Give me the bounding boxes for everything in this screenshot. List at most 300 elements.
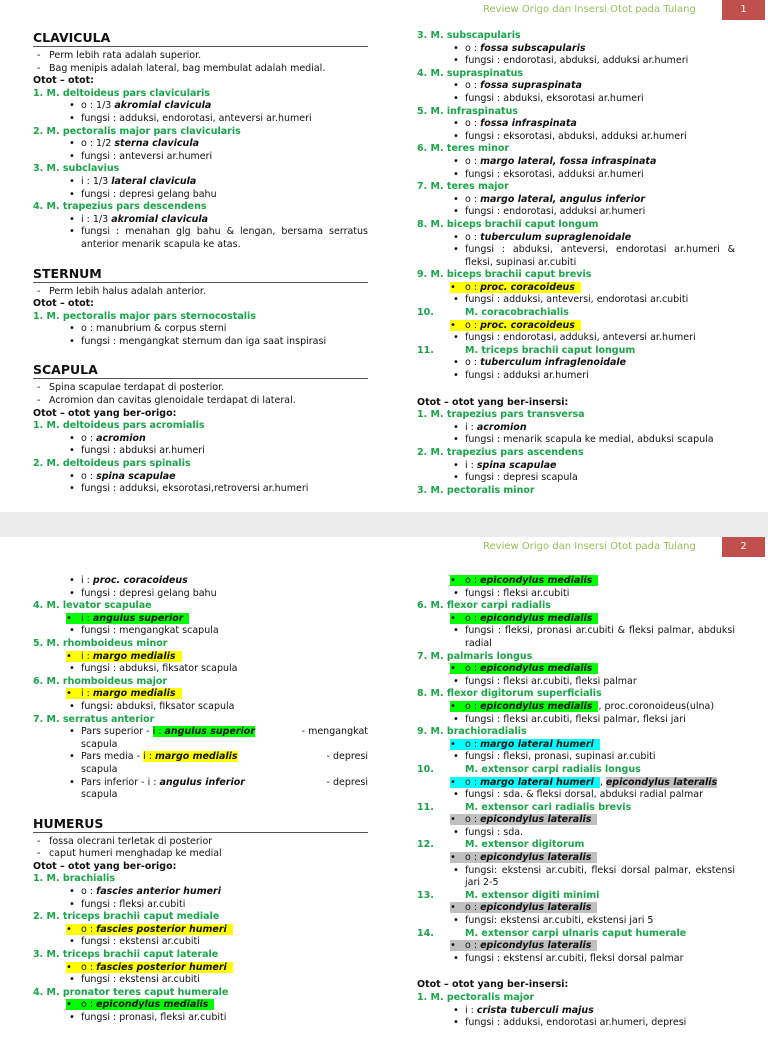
subheading: Otot – otot yang ber-insersi: [417, 396, 569, 408]
item-text: fungsi : ekstensi ar.cubiti [81, 974, 200, 986]
list-item [33, 483, 368, 496]
item-text: fungsi : eksorotasi, adduksi ar.humeri [465, 168, 644, 180]
list-item [33, 214, 368, 227]
part-function: - depresi [326, 776, 368, 788]
muscle-name: 7. M. teres major [417, 181, 509, 193]
list-item [417, 663, 735, 676]
dash-item: - Bag menipis adalah lateral, bag membulat adalah medial. [33, 63, 368, 76]
attachment-prefix: o : [465, 575, 481, 586]
attachment-site: proc. coracoideus [480, 319, 575, 331]
list-item [417, 320, 735, 333]
muscle-name: 2. M. pectoralis major pars clavicularis [33, 125, 241, 137]
muscle-name: 9. M. brachioradialis [417, 726, 527, 738]
item-text: fungsi : adduksi, endorotasi, anteversi ar.humeri [81, 112, 312, 124]
spacer [33, 348, 368, 362]
list-item [33, 1012, 368, 1025]
attachment-prefix: o : [81, 470, 97, 482]
list-item [417, 232, 735, 245]
muscle-name: 8. M. biceps brachii caput longum [417, 218, 599, 230]
attachment-site: epicondylus medialis [480, 575, 593, 586]
attachment-text [81, 138, 199, 149]
left-column [33, 30, 368, 496]
item-text: fungsi : sda. & fleksi dorsal, abduksi radial palmar [465, 789, 704, 801]
muscle-name: 9. M. biceps brachii caput brevis [417, 269, 592, 281]
muscle-name: 7. M. serratus anterior [33, 713, 155, 725]
muscle-name: 4. M. trapezius pars descendens [33, 201, 207, 213]
muscle-name: 6. M. flexor carpi radialis [417, 600, 551, 612]
item-text: fungsi : anteversi ar.humeri [81, 150, 213, 162]
muscle-name: 1. M. deltoideus pars clavicularis [33, 87, 210, 99]
function-item: • fungsi: ekstensi ar.cubiti, fleksi dorsal palmar, ekstensi jari 2-5 [417, 865, 735, 890]
list-item [417, 751, 735, 764]
muscle-name: 1. M. brachialis [33, 873, 116, 885]
attachment-text [450, 575, 598, 586]
attachment-extra: , [599, 776, 606, 788]
list-item [417, 1017, 735, 1030]
dash-item: - fossa olecrani terletak di posterior [33, 836, 368, 849]
attachment-text [66, 962, 233, 973]
part-continuation: scapula [81, 789, 118, 801]
list-item [417, 43, 735, 56]
list-item [417, 472, 735, 485]
list-item [33, 886, 368, 899]
list-item [417, 332, 735, 345]
serratus-part [33, 777, 368, 802]
attachment-text [465, 422, 527, 433]
attachment-prefix: o : [465, 902, 481, 914]
subheading: Otot – otot yang ber-origo: [33, 860, 177, 872]
attachment-site: fascies anterior humeri [96, 886, 221, 898]
attachment-site: epicondylus medialis [96, 999, 209, 1011]
list-item [33, 625, 368, 638]
attachment-site: akromial clavicula [114, 100, 212, 112]
function-item: • fungsi : abduksi, anteversi, endorotasi ar.humeri & fleksi, supinasi ar.cubiti [417, 244, 735, 269]
attachment-text [148, 777, 245, 788]
muscle-name: 6. M. teres minor [417, 143, 510, 155]
attachment-prefix: o : [81, 432, 97, 444]
list-item [417, 789, 735, 802]
attachment-prefix: o : [465, 700, 481, 712]
attachment-prefix: i : [152, 726, 165, 738]
attachment-site: margo lateral, angulus inferior [480, 193, 646, 205]
dash-item: - Acromion dan cavitas glenoidale terdapat di lateral. [33, 395, 368, 408]
attachment-site: margo medialis [92, 688, 176, 700]
list-item [417, 852, 735, 865]
item-text: fungsi : pronasi, fleksi ar.cubiti [81, 1012, 227, 1023]
muscle-name: 4. M. levator scapulae [33, 600, 152, 612]
list-item [33, 176, 368, 189]
attachment-prefix: o : [81, 961, 97, 973]
part-continuation: scapula [81, 738, 118, 750]
item-text: fungsi : adduksi, endorotasi ar.humeri, depresi [465, 1017, 687, 1029]
page-number: 2 [722, 537, 765, 557]
list-item [417, 814, 735, 827]
attachment-prefix: i : [81, 688, 93, 700]
muscle-title: M. triceps brachii caput longum [465, 344, 636, 356]
list-item [417, 370, 735, 383]
attachment-site: acromion [476, 421, 527, 433]
list-item [417, 953, 735, 966]
attachment-site: spina scapulae [476, 459, 557, 471]
muscle-number: 11. [417, 344, 434, 356]
muscle-name [417, 890, 735, 903]
attachment-text [450, 613, 598, 624]
attachment-text [153, 726, 255, 737]
muscle-name: 4. M. pronator teres caput humerale [33, 986, 229, 998]
muscle-name: 1. M. pectoralis major [417, 992, 535, 1003]
spacer [417, 383, 735, 397]
list-item [33, 336, 368, 349]
running-header: Review Origo dan Insersi Otot pada Tulang [483, 541, 696, 552]
item-text: fungsi : sda. [465, 826, 524, 838]
attachment-text [81, 886, 221, 897]
attachment-prefix: o : [465, 319, 481, 331]
subheading: Otot – otot yang ber-origo: [33, 407, 177, 419]
part-name: Pars inferior - [81, 776, 148, 788]
muscle-name: 1. M. trapezius pars transversa [417, 409, 585, 421]
muscle-title: M. extensor cari radialis brevis [465, 801, 632, 813]
attachment-site: margo medialis [92, 650, 176, 662]
spacer [417, 965, 735, 979]
item-text: fungsi : abduksi, eksorotasi ar.humeri [465, 92, 644, 104]
attachment-site-2: epicondylus lateralis [605, 776, 718, 788]
list-item [417, 714, 735, 727]
item-text: fungsi : adduksi, anteversi, endorotasi ar.cubiti [465, 294, 689, 306]
attachment-prefix: o : [465, 357, 481, 369]
muscle-name [417, 928, 735, 941]
item-text: fungsi : depresi gelang bahu [81, 587, 217, 599]
muscle-title: M. extensor carpi ulnaris caput humerale [465, 927, 687, 939]
muscle-title: M. coracobrachialis [465, 307, 569, 319]
item-text: fungsi : depresi gelang bahu [81, 188, 217, 200]
attachment-text [81, 214, 208, 225]
part-name: Pars superior - [81, 726, 153, 738]
attachment-text [66, 688, 182, 699]
attachment-site: margo medialis [154, 751, 238, 763]
attachment-site: akromial clavicula [111, 213, 209, 225]
attachment-text [465, 357, 626, 368]
muscle-name: 3. M. subclavius [33, 163, 120, 175]
list-item [33, 613, 368, 626]
attachment-text [450, 814, 597, 825]
item-text: fungsi : mengangkat scapula [81, 625, 219, 637]
muscle-name: 3. M. subscapularis [417, 30, 521, 41]
muscle-name [417, 802, 735, 815]
attachment-text [81, 575, 188, 586]
attachment-site: epicondylus lateralis [480, 940, 592, 952]
list-item [33, 100, 368, 113]
list-item [417, 357, 735, 370]
page-number: 1 [722, 0, 765, 20]
attachment-prefix: i : 1/3 [81, 213, 112, 225]
list-item [417, 902, 735, 915]
attachment-site: fossa subscapularis [480, 42, 586, 54]
subheading: Otot – otot: [33, 75, 94, 87]
attachment-site: acromion [96, 432, 146, 444]
item-text: fungsi : adduksi ar.humeri [465, 370, 589, 382]
item-text: fungsi : adduksi, eksorotasi,retroversi ar.humeri [81, 483, 309, 495]
attachment-prefix: o : [81, 999, 97, 1011]
list-item [417, 156, 735, 169]
muscle-name: 6. M. rhomboideus major [33, 675, 168, 687]
dash-item: - Spina scapulae terdapat di posterior. [33, 382, 368, 395]
attachment-text [465, 43, 586, 54]
item-text: fungsi : depresi scapula [465, 472, 578, 484]
list-item [417, 1005, 735, 1018]
attachment-text [450, 902, 597, 913]
attachment-site: sterna clavicula [114, 138, 199, 150]
attachment-text [66, 651, 182, 662]
attachment-prefix: i : [81, 575, 93, 586]
list-item [417, 676, 735, 689]
muscle-name: 3. M. triceps brachii caput laterale [33, 949, 219, 961]
left-column [33, 575, 368, 1025]
right-column [417, 30, 735, 497]
muscle-name: 5. M. rhomboideus minor [33, 637, 168, 649]
attachment-text [465, 232, 631, 243]
list-item [33, 701, 368, 714]
attachment-site: proc. coracoideus [92, 575, 188, 586]
list-item [33, 651, 368, 664]
list-item [33, 189, 368, 202]
item-text: fungsi : ekstensi ar.cubiti, fleksi dorsal palmar [465, 952, 684, 964]
item-text: fungsi : fleksi ar.cubiti, fleksi palmar [465, 675, 637, 687]
attachment-text [66, 999, 214, 1010]
list-item [417, 294, 735, 307]
item-text: o : manubrium & corpus sterni [81, 323, 227, 335]
section-heading: CLAVICULA [33, 30, 368, 47]
attachment-site: margo lateral, fossa infraspinata [480, 155, 657, 167]
attachment-prefix: o : [465, 738, 481, 750]
list-item [417, 434, 735, 447]
section-heading: STERNUM [33, 266, 368, 283]
attachment-text [465, 460, 556, 471]
function-item: • fungsi : menahan glg bahu & lengan, bersama serratus anterior menarik scapula ke atas. [33, 226, 368, 251]
attachment-text [81, 176, 196, 187]
attachment-prefix: o : [465, 231, 481, 243]
muscle-title: M. extensor digiti minimi [465, 889, 600, 901]
muscle-name: 4. M. supraspinatus [417, 67, 524, 79]
list-item [33, 924, 368, 937]
muscle-name: 3. M. pectoralis minor [417, 484, 535, 496]
attachment-text [66, 613, 189, 624]
muscle-name: 2. M. trapezius pars ascendens [417, 447, 584, 458]
item-text: fungsi : ekstensi ar.cubiti [81, 936, 200, 948]
muscle-title: M. extensor digitorum [465, 839, 585, 851]
page-1 [0, 0, 768, 512]
attachment-prefix: i : [465, 459, 477, 471]
muscle-name [417, 764, 735, 777]
attachment-text [465, 118, 577, 129]
attachment-site: fascies posterior humeri [96, 961, 227, 973]
attachment-prefix: i : [147, 776, 160, 788]
attachment-site: tuberculum infraglenoidale [480, 357, 627, 369]
attachment-prefix: i : [143, 751, 155, 763]
list-item [417, 282, 735, 295]
attachment-site: epicondylus lateralis [480, 814, 592, 826]
muscle-name: 2. M. triceps brachii caput mediale [33, 911, 220, 923]
muscle-title: M. extensor carpi radialis longus [465, 763, 641, 775]
subheading: Otot – otot: [33, 298, 94, 310]
attachment-text [450, 777, 600, 788]
part-continuation: scapula [81, 763, 118, 775]
muscle-number: 12. [417, 839, 434, 851]
muscle-name: 7. M. palmaris longus [417, 650, 533, 662]
attachment-site: epicondylus lateralis [480, 852, 592, 864]
attachment-site: fascies posterior humeri [96, 923, 227, 935]
list-item [417, 915, 735, 928]
part-function: - mengangkat [301, 726, 368, 738]
list-item [417, 169, 735, 182]
attachment-text [81, 471, 176, 482]
list-item [417, 460, 735, 473]
item-text: fungsi : endorotasi, adduksi, anteversi ar.humeri [465, 332, 696, 344]
item-text: fungsi : menarik scapula ke medial, abduksi scapula [465, 434, 714, 446]
right-column [417, 575, 735, 1030]
item-text: fungsi : endorotasi, adduksi ar.humeri [465, 206, 646, 218]
item-text: fungsi : endorotasi, abduksi, adduksi ar.humeri [465, 55, 689, 67]
part-name: Pars media - [81, 751, 144, 763]
list-item [33, 113, 368, 126]
attachment-text [81, 100, 211, 111]
item-text: fungsi : mengangkat sternum dan iga saat inspirasi [81, 335, 327, 347]
item-text: fungsi : fleksi ar.cubiti [465, 587, 570, 599]
list-item [33, 974, 368, 987]
list-item [33, 962, 368, 975]
item-text: fungsi : abduksi ar.humeri [81, 445, 205, 457]
attachment-text [465, 1005, 594, 1016]
attachment-prefix: o : [81, 923, 97, 935]
attachment-prefix: o : [81, 886, 97, 898]
attachment-text [450, 739, 600, 750]
muscle-number: 13. [417, 889, 434, 901]
attachment-text [450, 852, 597, 863]
list-item [33, 575, 368, 588]
attachment-site: tuberculum supraglenoidale [480, 231, 632, 243]
attachment-text [81, 433, 146, 444]
dash-item: - Perm lebih rata adalah superior. [33, 50, 368, 63]
attachment-site: fossa supraspinata [480, 80, 582, 92]
list-item [33, 688, 368, 701]
list-item [33, 471, 368, 484]
attachment-prefix: i : [465, 421, 477, 433]
attachment-prefix: o : [465, 852, 481, 864]
muscle-number: 14. [417, 927, 434, 939]
attachment-text [143, 751, 238, 762]
muscle-number: 11. [417, 801, 434, 813]
attachment-prefix: i : [81, 650, 93, 662]
attachment-site: lateral clavicula [111, 175, 197, 187]
attachment-text [465, 156, 656, 167]
list-item [417, 575, 735, 588]
attachment-site: angulus inferior [159, 776, 245, 788]
attachment-text [450, 701, 598, 712]
attachment-prefix: o : [465, 42, 481, 54]
serratus-part [33, 726, 368, 751]
section-heading: HUMERUS [33, 816, 368, 833]
item-text: fungsi: abduksi, fiksator scapula [81, 700, 235, 712]
list-item [417, 777, 735, 790]
section-heading: SCAPULA [33, 362, 368, 379]
list-item [33, 588, 368, 601]
attachment-prefix: o : [465, 118, 481, 130]
attachment-prefix: i : [465, 1004, 477, 1016]
attachment-text [450, 320, 581, 331]
list-item [417, 701, 735, 714]
list-item [417, 118, 735, 131]
attachment-prefix: o : [465, 155, 481, 167]
attachment-site: crista tuberculi majus [476, 1004, 594, 1016]
attachment-site: spina scapulae [96, 470, 176, 482]
attachment-extra: , proc.coronoideus(ulna) [598, 700, 715, 712]
attachment-site: margo lateral humeri [480, 738, 594, 750]
muscle-name [417, 307, 735, 320]
muscle-number: 10. [417, 307, 434, 319]
list-item [417, 131, 735, 144]
attachment-prefix: o : [465, 193, 481, 205]
item-text: fungsi : fleksi ar.cubiti [81, 898, 186, 910]
attachment-site: fossa infraspinata [480, 118, 577, 130]
muscle-name: 8. M. flexor digitorum superficialis [417, 688, 602, 700]
attachment-text [450, 940, 597, 951]
serratus-part [33, 751, 368, 776]
subheading: Otot – otot yang ber-insersi: [417, 979, 569, 991]
attachment-prefix: o : [465, 776, 481, 788]
muscle-name: 1. M. pectoralis major pars sternocostalis [33, 310, 256, 322]
list-item [417, 613, 735, 626]
list-item [417, 940, 735, 953]
page-2 [0, 537, 768, 1049]
muscle-name [417, 345, 735, 358]
muscle-name: 5. M. infraspinatus [417, 105, 518, 117]
item-text: fungsi : eksorotasi, abduksi, adduksi ar.humeri [465, 130, 687, 142]
list-item [417, 827, 735, 840]
attachment-prefix: o : [465, 80, 481, 92]
attachment-site: angulus superior [164, 726, 256, 738]
attachment-site: epicondylus lateralis [480, 902, 592, 914]
list-item [33, 936, 368, 949]
attachment-site: proc. coracoideus [480, 281, 575, 293]
muscle-name: 2. M. deltoideus pars spinalis [33, 458, 191, 470]
attachment-text [450, 663, 598, 674]
list-item [33, 151, 368, 164]
attachment-prefix: i : [81, 612, 93, 624]
muscle-name [417, 839, 735, 852]
list-item [33, 138, 368, 151]
function-item: • fungsi : fleksi, pronasi ar.cubiti & fleksi palmar, abduksi radial [417, 625, 735, 650]
list-item [33, 323, 368, 336]
muscle-number: 10. [417, 763, 434, 775]
attachment-text [450, 282, 581, 293]
list-item [33, 445, 368, 458]
attachment-text [465, 194, 645, 205]
spacer [33, 252, 368, 266]
list-item [417, 55, 735, 68]
spacer [33, 802, 368, 816]
attachment-prefix: o : [465, 940, 481, 952]
list-item [417, 422, 735, 435]
running-header: Review Origo dan Insersi Otot pada Tulang [483, 4, 696, 15]
list-item [33, 663, 368, 676]
list-item [33, 999, 368, 1012]
attachment-site: angulus superior [92, 612, 184, 624]
attachment-text [465, 80, 582, 91]
attachment-site: margo lateral humeri [480, 776, 594, 788]
attachment-prefix: o : [465, 814, 481, 826]
list-item [417, 93, 735, 106]
dash-item: - caput humeri menghadap ke medial [33, 848, 368, 861]
list-item [33, 433, 368, 446]
